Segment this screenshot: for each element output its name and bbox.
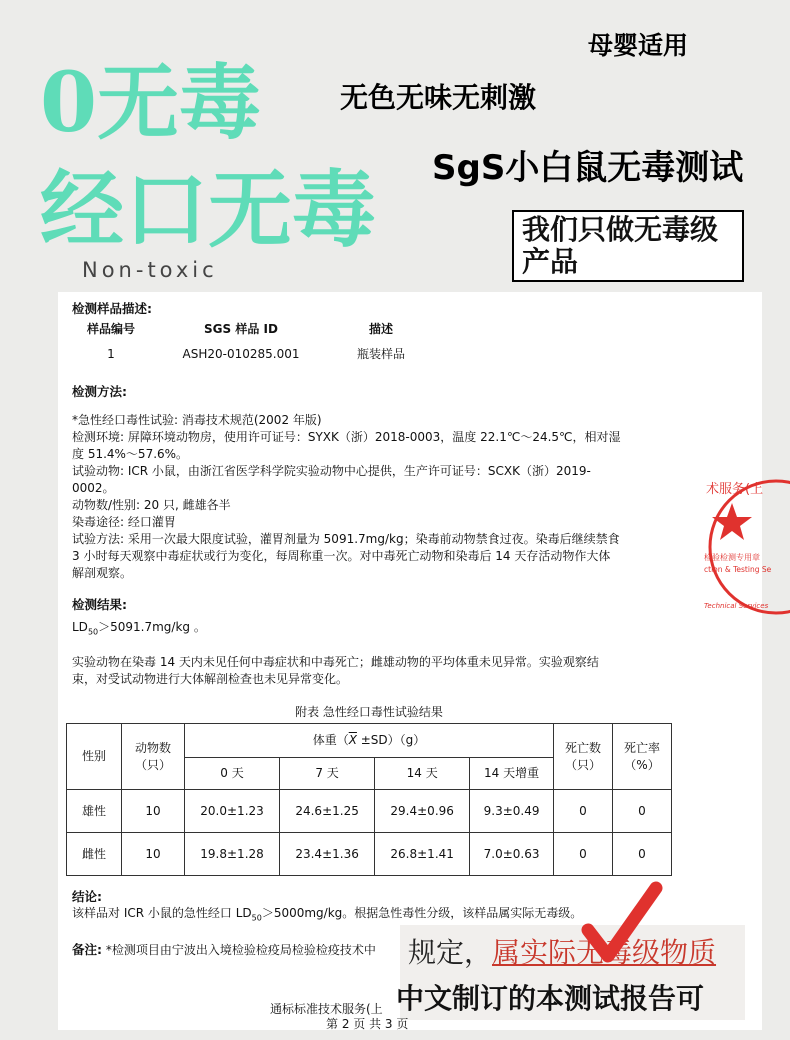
cell-rate: 0 bbox=[613, 833, 672, 876]
th-deaths-l2: （只） bbox=[564, 757, 601, 772]
stamp-line-2: 检验检测专用章 bbox=[704, 553, 760, 562]
method-line: 动物数/性别: 20 只, 雌雄各半 bbox=[72, 498, 231, 512]
sample-cell-desc: 瓶装样品 bbox=[356, 347, 405, 361]
excerpt-line-1 bbox=[408, 931, 716, 971]
method-title: 检测方法: bbox=[72, 384, 127, 399]
th-weight bbox=[185, 724, 554, 758]
ld50-sub: 50 bbox=[87, 627, 99, 637]
note-label: 备注: bbox=[72, 941, 102, 957]
results-table bbox=[66, 723, 672, 876]
cell-sex: 雌性 bbox=[67, 833, 122, 876]
cell-count: 10 bbox=[122, 790, 185, 833]
sample-description-title: 检测样品描述: bbox=[72, 301, 152, 316]
sample-cell-no: 1 bbox=[107, 347, 115, 361]
th-rate-l2: （%） bbox=[624, 757, 660, 772]
note-text: *检测项目由宁波出入境检验检疫局检验检疫技术中 bbox=[102, 942, 376, 957]
stamp-line-1: 术服务(上 bbox=[706, 482, 764, 497]
excerpt-highlight: 属实际无毒级物质 bbox=[492, 936, 717, 969]
table-row bbox=[67, 790, 672, 833]
th-count-l2: （只） bbox=[134, 757, 171, 772]
sgs-seal-stamp bbox=[704, 465, 772, 625]
conclusion-title: 结论: bbox=[72, 889, 102, 905]
footer-page-number: 第 2 页 共 3 页 bbox=[326, 1017, 409, 1031]
highlight-excerpt bbox=[396, 925, 745, 1020]
conclusion-pre: 该样品对 ICR 小鼠的急性经口 LD bbox=[72, 906, 252, 921]
th-weight-x: $\overline{X}$ bbox=[348, 733, 357, 748]
sample-header-no: 样品编号 bbox=[86, 322, 135, 336]
excerpt-line-2: 中文制订的本测试报告可 bbox=[396, 982, 705, 1015]
result-title: 检测结果: bbox=[72, 597, 127, 612]
stamp-line-4: Technical Services bbox=[704, 602, 769, 610]
no-irritant-label: 无色无味无刺激 bbox=[340, 81, 537, 114]
sample-cell-id: ASH20-010285.001 bbox=[182, 347, 300, 361]
cell-gain: 9.3±0.49 bbox=[470, 790, 554, 833]
footer-org: 通标标准技术服务(上 bbox=[270, 1002, 383, 1016]
cell-deaths: 0 bbox=[554, 833, 613, 876]
cell-d0: 20.0±1.23 bbox=[185, 790, 280, 833]
th-day0: 0 天 bbox=[185, 758, 280, 790]
th-deaths bbox=[554, 724, 613, 790]
method-line: *急性经口毒性试验: 消毒技术规范(2002 年版) bbox=[72, 413, 322, 427]
non-toxic-caption: Non-toxic bbox=[82, 258, 218, 282]
conclusion-post: ＞5000mg/kg。根据急性毒性分级，该样品属实际无毒级。 bbox=[261, 906, 583, 921]
result-text bbox=[72, 654, 744, 688]
infant-suitable-label: 母婴适用 bbox=[588, 31, 689, 60]
th-rate bbox=[613, 724, 672, 790]
method-line: 3 小时每天观察中毒症状或行为变化，每周称重一次。对中毒死亡动物和染毒后 14 天存活动物作大体 bbox=[72, 549, 611, 563]
cell-deaths: 0 bbox=[554, 790, 613, 833]
th-count-l1: 动物数 bbox=[134, 740, 171, 755]
cell-d14: 29.4±0.96 bbox=[375, 790, 470, 833]
method-line: 0002。 bbox=[72, 481, 115, 495]
method-line: 解剖观察。 bbox=[72, 566, 133, 580]
result-line: 实验动物在染毒 14 天内未见任何中毒症状和中毒死亡；雌雄动物的平均体重未见异常。实验观察结 bbox=[72, 655, 599, 670]
table-row bbox=[67, 833, 672, 876]
grade-line-2: 产品 bbox=[522, 245, 579, 278]
cell-rate: 0 bbox=[613, 790, 672, 833]
th-deaths-l1: 死亡数 bbox=[564, 740, 601, 755]
sample-table bbox=[56, 321, 744, 363]
th-day7: 7 天 bbox=[280, 758, 375, 790]
cell-gain: 7.0±0.63 bbox=[470, 833, 554, 876]
method-line: 染毒途径: 经口灌胃 bbox=[72, 515, 176, 529]
method-line: 试验动物: ICR 小鼠，由浙江省医学科学院实验动物中心提供，生产许可证号：SCXK（浙）2019- bbox=[72, 464, 591, 478]
cell-d7: 24.6±1.25 bbox=[280, 790, 375, 833]
th-rate-l1: 死亡率 bbox=[623, 740, 660, 755]
cell-count: 10 bbox=[122, 833, 185, 876]
th-weight-post: ±SD）（g） bbox=[356, 733, 426, 748]
table-caption: 附表 急性经口毒性试验结果 bbox=[295, 705, 443, 720]
ld50-value: ＞5091.7mg/kg 。 bbox=[98, 620, 206, 634]
ld50-result bbox=[72, 619, 744, 640]
cell-sex: 雄性 bbox=[67, 790, 122, 833]
oral-non-toxic-heading: 经口无毒 bbox=[40, 160, 377, 259]
cell-d7: 23.4±1.36 bbox=[280, 833, 375, 876]
ld50-prefix: LD bbox=[72, 620, 88, 634]
grade-line-1: 我们只做无毒级 bbox=[522, 213, 719, 246]
method-line: 检测环境: 屏障环境动物房，使用许可证号：SYXK（浙）2018-0003，温度 22.1℃～24.5℃，相对湿 bbox=[72, 430, 621, 444]
sample-header-id: SGS 样品 ID bbox=[204, 322, 278, 336]
cell-d0: 19.8±1.28 bbox=[185, 833, 280, 876]
th-day14: 14 天 bbox=[375, 758, 470, 790]
th-count bbox=[122, 724, 185, 790]
non-toxic-grade-box bbox=[512, 210, 744, 282]
sgs-test-label: SgS小白鼠无毒测试 bbox=[432, 148, 744, 188]
method-text bbox=[72, 412, 744, 582]
check-mark-icon bbox=[582, 880, 662, 970]
th-gain14: 14 天增重 bbox=[470, 758, 554, 790]
th-weight-pre: 体重（ bbox=[312, 733, 349, 748]
result-line: 束，对受试动物进行大体解剖检查也未见异常变化。 bbox=[72, 672, 349, 687]
stamp-star-icon bbox=[712, 503, 752, 540]
cell-d14: 26.8±1.41 bbox=[375, 833, 470, 876]
conclusion-sub: 50 bbox=[251, 913, 262, 923]
method-line: 试验方法: 采用一次最大限度试验，灌胃剂量为 5091.7mg/kg；染毒前动物禁食过夜。染毒后继续禁食 bbox=[72, 532, 620, 546]
excerpt-line-1-pre: 规定， bbox=[408, 936, 493, 969]
method-line: 度 51.4%～57.6%。 bbox=[72, 447, 189, 461]
stamp-line-3: ction & Testing Se bbox=[704, 565, 772, 574]
th-sex: 性别 bbox=[67, 724, 122, 790]
zero-toxic-heading: 0无毒 bbox=[40, 55, 262, 151]
sample-header-desc: 描述 bbox=[368, 322, 393, 336]
